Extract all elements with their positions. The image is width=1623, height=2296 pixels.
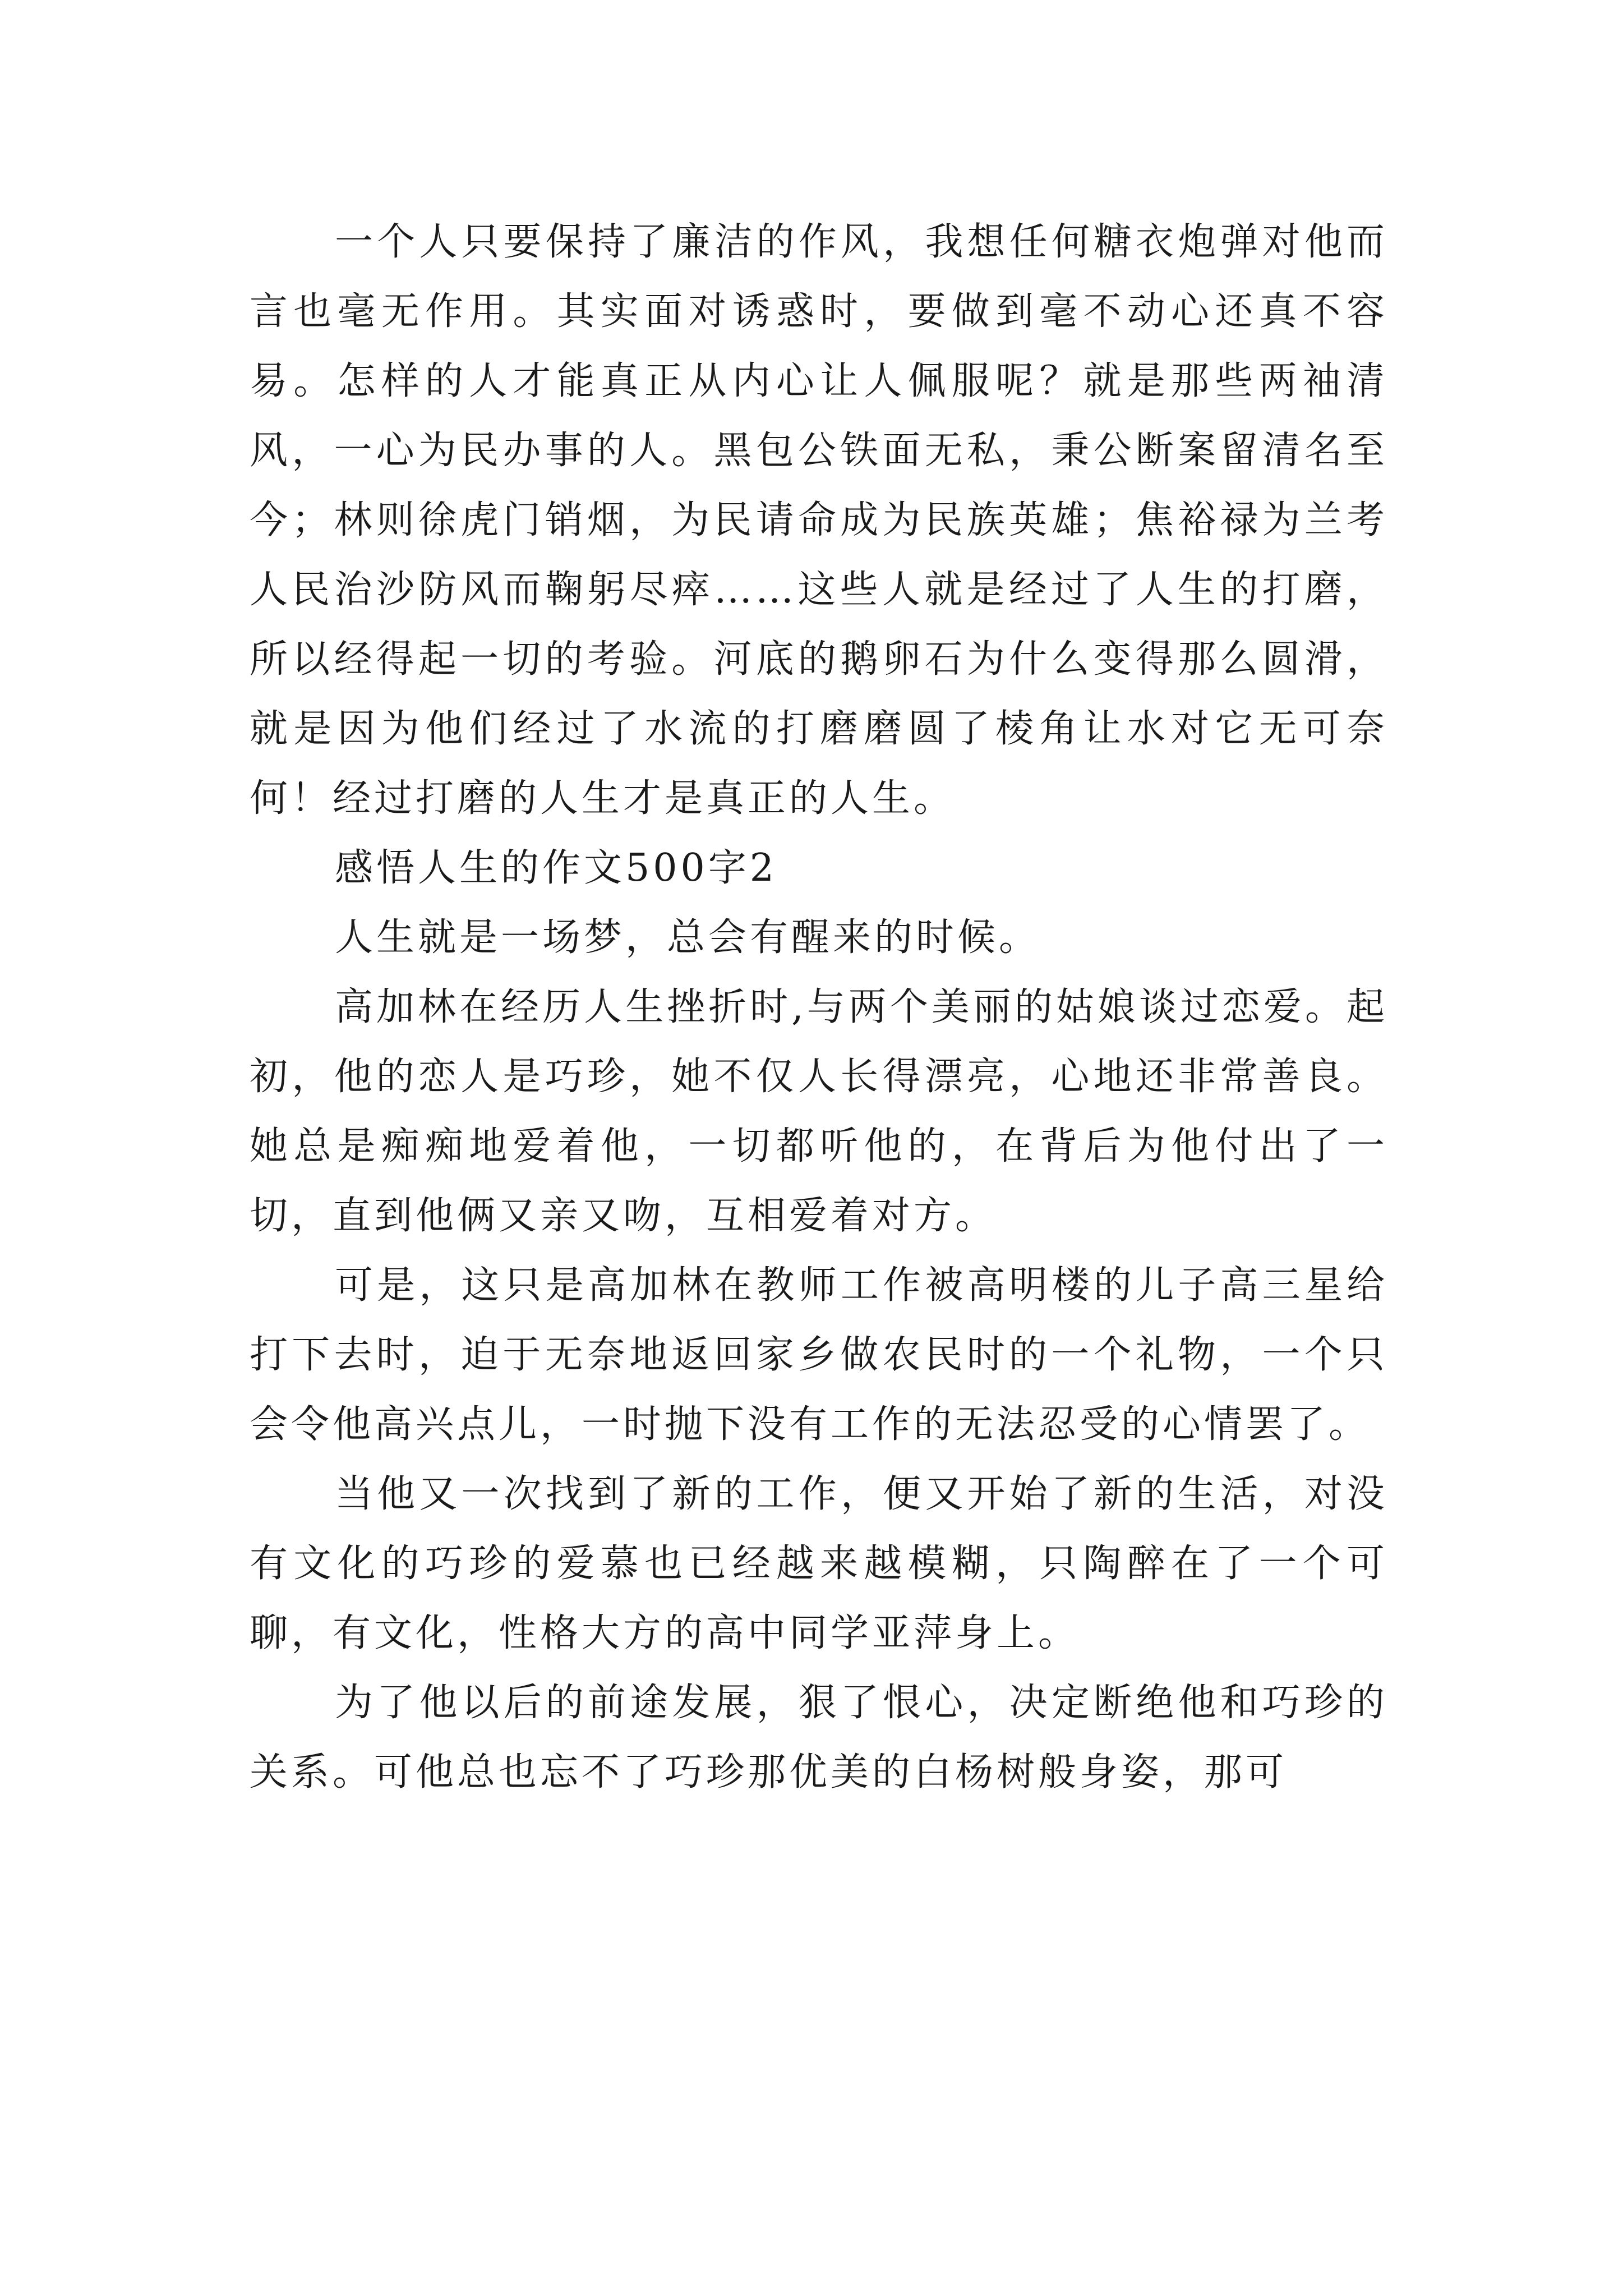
paragraph-integrity: 一个人只要保持了廉洁的作风，我想任何糖衣炮弹对他而言也毫无作用。其实面对诱惑时，要做到毫不动心还真不容易。怎样的人才能真正从内心让人佩服呢？就是那些两袖清风，一心为民办事的人。黑包公铁面无私，秉公断案留清名至今；林则徐虎门销烟，为民请命成为民族英雄；焦裕禄为兰考人民治沙防风而鞠躬尽瘁……这些人就是经过了人生的打磨，所以经得起一切的考验。河底的鹅卵石为什么变得那么圆滑，就是因为他们经过了水流的打磨磨圆了棱角让水对它无可奈何！经过打磨的人生才是真正的人生。 (250, 220, 1388, 821)
paragraph-gao-jialin-love: 高加林在经历人生挫折时,与两个美丽的姑娘谈过恋爱。起初，他的恋人是巧珍，她不仅人长得漂亮，心地还非常善良。她总是痴痴地爱着他，一切都听他的，在背后为他付出了一切，直到他俩又亲又吻，互相爱着对方。 (250, 985, 1388, 1238)
paragraph-teacher-job: 可是，这只是高加林在教师工作被高明楼的儿子高三星给打下去时，迫于无奈地返回家乡做农民时的一个礼物，一个只会令他高兴点儿，一时抛下没有工作的无法忍受的心情罢了。 (250, 1263, 1388, 1447)
essay-heading: 感悟人生的作文500字2 (335, 846, 778, 890)
document-body (250, 208, 1388, 1807)
paragraph-future: 为了他以后的前途发展，狠了恨心，决定断绝他和巧珍的关系。可他总也忘不了巧珍那优美的白杨树般身姿，那可 (250, 1681, 1388, 1795)
paragraph-life-dream: 人生就是一场梦，总会有醒来的时候。 (335, 915, 1041, 960)
paragraph-new-job: 当他又一次找到了新的工作，便又开始了新的生活，对没有文化的巧珍的爱慕也已经越来越模糊，只陶醉在了一个可聊，有文化，性格大方的高中同学亚萍身上。 (250, 1472, 1388, 1655)
